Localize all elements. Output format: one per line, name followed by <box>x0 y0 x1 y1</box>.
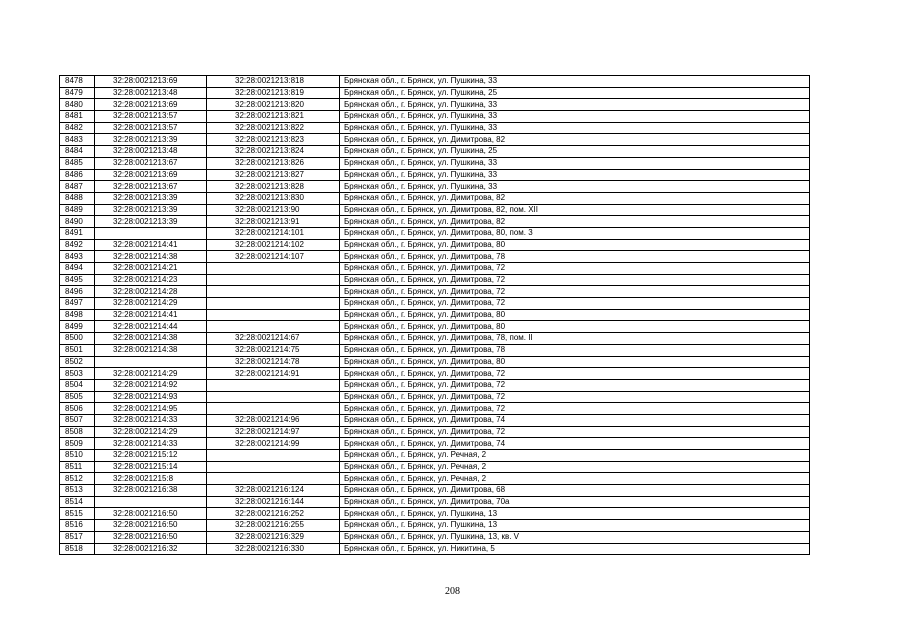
row-number-cell: 8505 <box>60 391 95 403</box>
address-cell: Брянская обл., г. Брянск, ул. Димитрова, 72 <box>340 368 810 380</box>
parcel-cadastral-number-cell: 32:28:0021216:50 <box>95 531 207 543</box>
row-number-cell: 8485 <box>60 157 95 169</box>
row-number-cell: 8492 <box>60 239 95 251</box>
address-cell: Брянская обл., г. Брянск, ул. Димитрова, 72 <box>340 274 810 286</box>
address-cell: Брянская обл., г. Брянск, ул. Димитрова, 74 <box>340 438 810 450</box>
row-number-cell: 8480 <box>60 99 95 111</box>
address-cell: Брянская обл., г. Брянск, ул. Димитрова, 72 <box>340 298 810 310</box>
table-row <box>60 473 810 485</box>
table-row <box>60 134 810 146</box>
row-number-cell: 8510 <box>60 450 95 462</box>
table-row <box>60 76 810 88</box>
row-number-cell: 8479 <box>60 87 95 99</box>
table-row <box>60 216 810 228</box>
object-cadastral-number-cell <box>207 309 340 321</box>
address-cell: Брянская обл., г. Брянск, ул. Пушкина, 33 <box>340 122 810 134</box>
parcel-cadastral-number-cell: 32:28:0021213:48 <box>95 87 207 99</box>
address-cell: Брянская обл., г. Брянск, ул. Димитрова, 72 <box>340 379 810 391</box>
address-cell: Брянская обл., г. Брянск, ул. Димитрова, 80, пом. 3 <box>340 227 810 239</box>
parcel-cadastral-number-cell: 32:28:0021213:69 <box>95 76 207 88</box>
row-number-cell: 8489 <box>60 204 95 216</box>
address-cell: Брянская обл., г. Брянск, ул. Пушкина, 13, кв. V <box>340 531 810 543</box>
table-row <box>60 239 810 251</box>
address-cell: Брянская обл., г. Брянск, ул. Пушкина, 25 <box>340 87 810 99</box>
table-row <box>60 496 810 508</box>
parcel-cadastral-number-cell: 32:28:0021215:12 <box>95 450 207 462</box>
address-cell: Брянская обл., г. Брянск, ул. Пушкина, 13 <box>340 520 810 532</box>
row-number-cell: 8481 <box>60 111 95 123</box>
object-cadastral-number-cell <box>207 473 340 485</box>
parcel-cadastral-number-cell: 32:28:0021215:14 <box>95 461 207 473</box>
address-cell: Брянская обл., г. Брянск, ул. Димитрова, 82 <box>340 192 810 204</box>
object-cadastral-number-cell: 32:28:0021213:818 <box>207 76 340 88</box>
row-number-cell: 8500 <box>60 333 95 345</box>
table-row <box>60 426 810 438</box>
row-number-cell: 8506 <box>60 403 95 415</box>
parcel-cadastral-number-cell <box>95 496 207 508</box>
object-cadastral-number-cell: 32:28:0021213:90 <box>207 204 340 216</box>
object-cadastral-number-cell <box>207 286 340 298</box>
address-cell: Брянская обл., г. Брянск, ул. Димитрова, 72 <box>340 426 810 438</box>
table-row <box>60 520 810 532</box>
object-cadastral-number-cell: 32:28:0021213:830 <box>207 192 340 204</box>
table-row <box>60 543 810 555</box>
parcel-cadastral-number-cell: 32:28:0021216:32 <box>95 543 207 555</box>
row-number-cell: 8482 <box>60 122 95 134</box>
table-row <box>60 356 810 368</box>
address-cell: Брянская обл., г. Брянск, ул. Димитрова, 68 <box>340 485 810 497</box>
address-cell: Брянская обл., г. Брянск, ул. Димитрова, 78 <box>340 344 810 356</box>
parcel-cadastral-number-cell <box>95 356 207 368</box>
row-number-cell: 8487 <box>60 181 95 193</box>
object-cadastral-number-cell: 32:28:0021216:329 <box>207 531 340 543</box>
parcel-cadastral-number-cell: 32:28:0021214:29 <box>95 298 207 310</box>
address-cell: Брянская обл., г. Брянск, ул. Димитрова, 72 <box>340 286 810 298</box>
parcel-cadastral-number-cell: 32:28:0021213:67 <box>95 157 207 169</box>
table-row <box>60 414 810 426</box>
table-row <box>60 87 810 99</box>
table-row <box>60 450 810 462</box>
row-number-cell: 8502 <box>60 356 95 368</box>
address-cell: Брянская обл., г. Брянск, ул. Димитрова, 72 <box>340 263 810 275</box>
object-cadastral-number-cell <box>207 274 340 286</box>
table-row <box>60 251 810 263</box>
parcel-cadastral-number-cell: 32:28:0021213:57 <box>95 111 207 123</box>
object-cadastral-number-cell <box>207 263 340 275</box>
object-cadastral-number-cell: 32:28:0021214:97 <box>207 426 340 438</box>
address-cell: Брянская обл., г. Брянск, ул. Димитрова, 82, пом. XII <box>340 204 810 216</box>
parcel-cadastral-number-cell: 32:28:0021213:48 <box>95 146 207 158</box>
table-row <box>60 321 810 333</box>
table-row <box>60 192 810 204</box>
address-cell: Брянская обл., г. Брянск, ул. Димитрова, 78, пом. II <box>340 333 810 345</box>
address-cell: Брянская обл., г. Брянск, ул. Димитрова, 70а <box>340 496 810 508</box>
row-number-cell: 8515 <box>60 508 95 520</box>
object-cadastral-number-cell: 32:28:0021213:828 <box>207 181 340 193</box>
table-row <box>60 379 810 391</box>
table-body <box>60 76 810 555</box>
object-cadastral-number-cell <box>207 403 340 415</box>
table-row <box>60 146 810 158</box>
parcel-cadastral-number-cell: 32:28:0021214:23 <box>95 274 207 286</box>
table-row <box>60 461 810 473</box>
table-row <box>60 508 810 520</box>
table-row <box>60 227 810 239</box>
row-number-cell: 8491 <box>60 227 95 239</box>
row-number-cell: 8518 <box>60 543 95 555</box>
row-number-cell: 8507 <box>60 414 95 426</box>
table-row <box>60 204 810 216</box>
row-number-cell: 8486 <box>60 169 95 181</box>
parcel-cadastral-number-cell: 32:28:0021214:21 <box>95 263 207 275</box>
address-cell: Брянская обл., г. Брянск, ул. Пушкина, 33 <box>340 157 810 169</box>
table-row <box>60 333 810 345</box>
address-cell: Брянская обл., г. Брянск, ул. Димитрова, 80 <box>340 309 810 321</box>
parcel-cadastral-number-cell <box>95 227 207 239</box>
object-cadastral-number-cell: 32:28:0021214:78 <box>207 356 340 368</box>
object-cadastral-number-cell: 32:28:0021216:124 <box>207 485 340 497</box>
address-cell: Брянская обл., г. Брянск, ул. Димитрова, 80 <box>340 321 810 333</box>
address-cell: Брянская обл., г. Брянск, ул. Никитина, 5 <box>340 543 810 555</box>
row-number-cell: 8501 <box>60 344 95 356</box>
object-cadastral-number-cell: 32:28:0021213:91 <box>207 216 340 228</box>
parcel-cadastral-number-cell: 32:28:0021214:28 <box>95 286 207 298</box>
address-cell: Брянская обл., г. Брянск, ул. Димитрова, 78 <box>340 251 810 263</box>
address-cell: Брянская обл., г. Брянск, ул. Димитрова, 72 <box>340 391 810 403</box>
row-number-cell: 8483 <box>60 134 95 146</box>
parcel-cadastral-number-cell: 32:28:0021214:29 <box>95 426 207 438</box>
parcel-cadastral-number-cell: 32:28:0021214:93 <box>95 391 207 403</box>
row-number-cell: 8498 <box>60 309 95 321</box>
parcel-cadastral-number-cell: 32:28:0021216:50 <box>95 508 207 520</box>
address-cell: Брянская обл., г. Брянск, ул. Речная, 2 <box>340 450 810 462</box>
address-cell: Брянская обл., г. Брянск, ул. Пушкина, 33 <box>340 169 810 181</box>
table-row <box>60 368 810 380</box>
object-cadastral-number-cell: 32:28:0021216:255 <box>207 520 340 532</box>
row-number-cell: 8499 <box>60 321 95 333</box>
row-number-cell: 8488 <box>60 192 95 204</box>
parcel-cadastral-number-cell: 32:28:0021216:38 <box>95 485 207 497</box>
object-cadastral-number-cell <box>207 391 340 403</box>
object-cadastral-number-cell <box>207 379 340 391</box>
table-row <box>60 157 810 169</box>
parcel-cadastral-number-cell: 32:28:0021213:39 <box>95 134 207 146</box>
object-cadastral-number-cell: 32:28:0021214:96 <box>207 414 340 426</box>
address-cell: Брянская обл., г. Брянск, ул. Пушкина, 33 <box>340 76 810 88</box>
row-number-cell: 8503 <box>60 368 95 380</box>
page-number: 208 <box>445 586 460 597</box>
table-row <box>60 438 810 450</box>
table-row <box>60 298 810 310</box>
parcel-cadastral-number-cell: 32:28:0021213:67 <box>95 181 207 193</box>
parcel-cadastral-number-cell: 32:28:0021214:29 <box>95 368 207 380</box>
cadastral-table <box>59 75 810 555</box>
parcel-cadastral-number-cell: 32:28:0021216:50 <box>95 520 207 532</box>
row-number-cell: 8512 <box>60 473 95 485</box>
row-number-cell: 8484 <box>60 146 95 158</box>
object-cadastral-number-cell: 32:28:0021213:827 <box>207 169 340 181</box>
row-number-cell: 8514 <box>60 496 95 508</box>
row-number-cell: 8478 <box>60 76 95 88</box>
parcel-cadastral-number-cell: 32:28:0021215:8 <box>95 473 207 485</box>
row-number-cell: 8497 <box>60 298 95 310</box>
row-number-cell: 8516 <box>60 520 95 532</box>
parcel-cadastral-number-cell: 32:28:0021213:57 <box>95 122 207 134</box>
parcel-cadastral-number-cell: 32:28:0021213:39 <box>95 216 207 228</box>
parcel-cadastral-number-cell: 32:28:0021214:38 <box>95 333 207 345</box>
object-cadastral-number-cell: 32:28:0021216:330 <box>207 543 340 555</box>
address-cell: Брянская обл., г. Брянск, ул. Пушкина, 33 <box>340 99 810 111</box>
object-cadastral-number-cell: 32:28:0021213:823 <box>207 134 340 146</box>
object-cadastral-number-cell <box>207 461 340 473</box>
object-cadastral-number-cell: 32:28:0021213:820 <box>207 99 340 111</box>
table-row <box>60 122 810 134</box>
parcel-cadastral-number-cell: 32:28:0021213:39 <box>95 192 207 204</box>
address-cell: Брянская обл., г. Брянск, ул. Димитрова, 72 <box>340 403 810 415</box>
object-cadastral-number-cell: 32:28:0021216:144 <box>207 496 340 508</box>
address-cell: Брянская обл., г. Брянск, ул. Димитрова, 80 <box>340 356 810 368</box>
row-number-cell: 8508 <box>60 426 95 438</box>
table-row <box>60 309 810 321</box>
parcel-cadastral-number-cell: 32:28:0021214:38 <box>95 344 207 356</box>
object-cadastral-number-cell <box>207 321 340 333</box>
table-row <box>60 403 810 415</box>
object-cadastral-number-cell: 32:28:0021214:67 <box>207 333 340 345</box>
row-number-cell: 8494 <box>60 263 95 275</box>
parcel-cadastral-number-cell: 32:28:0021214:33 <box>95 414 207 426</box>
row-number-cell: 8496 <box>60 286 95 298</box>
address-cell: Брянская обл., г. Брянск, ул. Речная, 2 <box>340 461 810 473</box>
parcel-cadastral-number-cell: 32:28:0021214:33 <box>95 438 207 450</box>
object-cadastral-number-cell <box>207 450 340 462</box>
table-row <box>60 181 810 193</box>
parcel-cadastral-number-cell: 32:28:0021214:41 <box>95 239 207 251</box>
table-row <box>60 99 810 111</box>
object-cadastral-number-cell: 32:28:0021214:101 <box>207 227 340 239</box>
parcel-cadastral-number-cell: 32:28:0021214:92 <box>95 379 207 391</box>
address-cell: Брянская обл., г. Брянск, ул. Пушкина, 25 <box>340 146 810 158</box>
row-number-cell: 8517 <box>60 531 95 543</box>
object-cadastral-number-cell: 32:28:0021213:822 <box>207 122 340 134</box>
address-cell: Брянская обл., г. Брянск, ул. Димитрова, 82 <box>340 216 810 228</box>
table-row <box>60 344 810 356</box>
table-row <box>60 274 810 286</box>
object-cadastral-number-cell: 32:28:0021213:826 <box>207 157 340 169</box>
table-row <box>60 169 810 181</box>
table-row <box>60 531 810 543</box>
row-number-cell: 8513 <box>60 485 95 497</box>
object-cadastral-number-cell: 32:28:0021213:821 <box>207 111 340 123</box>
object-cadastral-number-cell: 32:28:0021216:252 <box>207 508 340 520</box>
parcel-cadastral-number-cell: 32:28:0021213:39 <box>95 204 207 216</box>
address-cell: Брянская обл., г. Брянск, ул. Пушкина, 33 <box>340 111 810 123</box>
table-row <box>60 391 810 403</box>
cadastral-table-container <box>59 75 809 555</box>
table-row <box>60 111 810 123</box>
address-cell: Брянская обл., г. Брянск, ул. Димитрова, 80 <box>340 239 810 251</box>
parcel-cadastral-number-cell: 32:28:0021214:38 <box>95 251 207 263</box>
address-cell: Брянская обл., г. Брянск, ул. Димитрова, 74 <box>340 414 810 426</box>
row-number-cell: 8493 <box>60 251 95 263</box>
object-cadastral-number-cell: 32:28:0021214:102 <box>207 239 340 251</box>
object-cadastral-number-cell: 32:28:0021214:99 <box>207 438 340 450</box>
row-number-cell: 8495 <box>60 274 95 286</box>
table-row <box>60 286 810 298</box>
parcel-cadastral-number-cell: 32:28:0021213:69 <box>95 99 207 111</box>
address-cell: Брянская обл., г. Брянск, ул. Димитрова, 82 <box>340 134 810 146</box>
parcel-cadastral-number-cell: 32:28:0021214:44 <box>95 321 207 333</box>
parcel-cadastral-number-cell: 32:28:0021214:41 <box>95 309 207 321</box>
object-cadastral-number-cell: 32:28:0021213:824 <box>207 146 340 158</box>
address-cell: Брянская обл., г. Брянск, ул. Пушкина, 33 <box>340 181 810 193</box>
object-cadastral-number-cell: 32:28:0021214:75 <box>207 344 340 356</box>
address-cell: Брянская обл., г. Брянск, ул. Речная, 2 <box>340 473 810 485</box>
table-row <box>60 263 810 275</box>
parcel-cadastral-number-cell: 32:28:0021213:69 <box>95 169 207 181</box>
row-number-cell: 8509 <box>60 438 95 450</box>
object-cadastral-number-cell <box>207 298 340 310</box>
row-number-cell: 8504 <box>60 379 95 391</box>
row-number-cell: 8511 <box>60 461 95 473</box>
object-cadastral-number-cell: 32:28:0021213:819 <box>207 87 340 99</box>
address-cell: Брянская обл., г. Брянск, ул. Пушкина, 13 <box>340 508 810 520</box>
parcel-cadastral-number-cell: 32:28:0021214:95 <box>95 403 207 415</box>
object-cadastral-number-cell: 32:28:0021214:91 <box>207 368 340 380</box>
object-cadastral-number-cell: 32:28:0021214:107 <box>207 251 340 263</box>
table-row <box>60 485 810 497</box>
row-number-cell: 8490 <box>60 216 95 228</box>
